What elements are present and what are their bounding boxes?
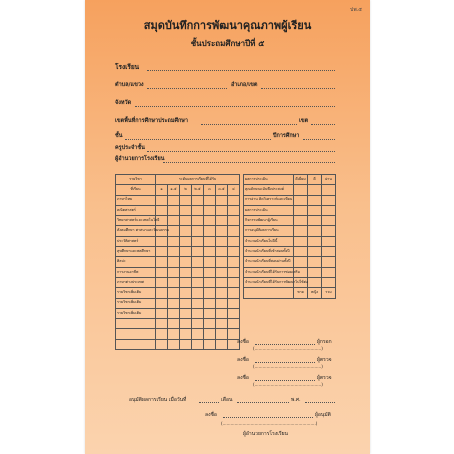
- summary-cell: [294, 226, 308, 236]
- grade-cell: [204, 226, 216, 236]
- grade-head: ๑: [156, 185, 168, 195]
- grade-cell: [228, 236, 240, 246]
- table-row: [116, 216, 240, 226]
- grade-cell: [180, 267, 192, 277]
- grade-cell: [216, 257, 228, 267]
- area-line: [201, 124, 297, 125]
- summary-cell: [308, 205, 322, 215]
- grade-cell: [228, 247, 240, 257]
- grade-cell: [216, 267, 228, 277]
- province-line: [135, 106, 335, 107]
- grade-cell: [228, 226, 240, 236]
- excellent-header: ดีเยี่ยม: [294, 175, 308, 185]
- summary-row: [244, 236, 336, 246]
- grade-cell: [204, 195, 216, 205]
- summary-cell: [308, 277, 322, 287]
- summary-cell: [308, 247, 322, 257]
- grade-cell: [156, 267, 168, 277]
- summary-cell: [322, 257, 336, 267]
- grade-cell: [156, 319, 168, 329]
- subject-cell: รายวิชาเพิ่มเติม: [116, 308, 156, 318]
- grade-cell: [168, 308, 180, 318]
- grade-cell: [216, 288, 228, 298]
- summary-cell: [308, 236, 322, 246]
- grade-cell: [192, 226, 204, 236]
- grade-cell: [192, 205, 204, 215]
- summary-row: [244, 226, 336, 236]
- summary-cell: [244, 288, 294, 298]
- grade-cell: [216, 216, 228, 226]
- document-subtitle: ชั้นประถมศึกษาปีที่ ๕: [190, 39, 265, 48]
- grade-cell: [156, 288, 168, 298]
- summary-label: การอ่าน คิดวิเคราะห์และเขียน: [244, 195, 294, 205]
- approval-month-line: [237, 402, 289, 403]
- summary-cell: [322, 195, 336, 205]
- count-header-col_female: หญิง: [308, 288, 322, 298]
- grade-cell: [192, 288, 204, 298]
- good-header: ดี: [308, 175, 322, 185]
- grade-cell: [156, 339, 168, 349]
- summary-cell: [308, 195, 322, 205]
- grade-cell: [204, 288, 216, 298]
- grade-cell: [216, 298, 228, 308]
- summary-label: ผลการประเมิน: [244, 205, 294, 215]
- grade-cell: [192, 267, 204, 277]
- grade-cell: [168, 319, 180, 329]
- approval-paren: (......................................................................): [221, 421, 318, 426]
- year-line: [303, 139, 335, 140]
- grade-cell: [168, 226, 180, 236]
- grade-cell: [228, 216, 240, 226]
- school-label: โรงเรียน: [115, 63, 140, 71]
- class-line: [125, 139, 271, 140]
- grade-cell: [116, 339, 156, 349]
- summary-label: จำนวนนักเรียนที่เข้าสอบทั้งปี: [244, 247, 294, 257]
- grade-cell: [180, 339, 192, 349]
- approval-sign: ลงชื่อ: [205, 412, 217, 418]
- summary-row: [244, 195, 336, 205]
- document-cover: [85, 0, 370, 454]
- table-row: [116, 257, 240, 267]
- grade-cell: [180, 247, 192, 257]
- subject-header-2: ที่เรียน: [116, 185, 156, 195]
- summary-cell: [308, 185, 322, 195]
- grade-cell: [180, 205, 192, 215]
- sign-role: ผู้ตรวจ: [317, 375, 332, 381]
- grade-cell: [204, 329, 216, 339]
- table-row: [116, 329, 240, 339]
- document-title: สมุดบันทึกการพัฒนาคุณภาพผู้เรียน: [143, 19, 312, 32]
- count-header-col_total: รวม: [322, 288, 336, 298]
- grade-cell: [168, 205, 180, 215]
- grade-cell: [168, 288, 180, 298]
- grade-cell: [180, 195, 192, 205]
- director-label: ผู้อำนวยการโรงเรียน: [115, 156, 165, 162]
- grade-cell: [192, 339, 204, 349]
- sign-paren-3: (..................................................): [253, 382, 323, 387]
- summary-table: [243, 174, 336, 299]
- grade-cell: [180, 236, 192, 246]
- approval-text: อนุมัติผลการเรียน เมื่อวันที่: [129, 397, 187, 403]
- approval-title: ผู้อำนวยการโรงเรียน: [243, 431, 288, 437]
- summary-label: จำนวนนักเรียนในปีนี้: [244, 236, 294, 246]
- grade-cell: [180, 216, 192, 226]
- grade-cell: [168, 216, 180, 226]
- grade-cell: [204, 298, 216, 308]
- approval-day-line: [199, 402, 219, 403]
- grade-head: ๑.๕: [168, 185, 180, 195]
- grade-cell: [204, 236, 216, 246]
- table-row: [116, 277, 240, 287]
- summary-cell: [322, 185, 336, 195]
- grade-cell: [228, 195, 240, 205]
- advisor-line: [147, 151, 335, 152]
- grade-cell: [204, 277, 216, 287]
- summary-row: [244, 247, 336, 257]
- sign-line-3: [255, 380, 315, 381]
- sign-paren-1: (..................................................): [253, 346, 323, 351]
- area-no-label: เขต: [299, 118, 309, 124]
- grade-cell: [156, 298, 168, 308]
- grade-cell: [192, 298, 204, 308]
- summary-cell: [308, 267, 322, 277]
- class-label: ชั้น: [115, 133, 123, 139]
- grade-cell: [168, 267, 180, 277]
- subject-cell: สังคมศึกษา ศาสนาและวัฒนธรรม: [116, 226, 156, 236]
- grade-cell: [204, 339, 216, 349]
- subject-cell: รายวิชาเพิ่มเติม: [116, 288, 156, 298]
- province-label: จังหวัด: [115, 100, 132, 106]
- sign-role: ผู้กรอก: [317, 339, 332, 345]
- table-row: [116, 205, 240, 215]
- grade-cell: [168, 277, 180, 287]
- grade-cell: [216, 277, 228, 287]
- sign-role: ผู้ตรวจ: [317, 357, 332, 363]
- summary-label: จำนวนนักเรียนที่ได้รับการซ่อมเสริม: [244, 267, 294, 277]
- summary-cell: [294, 195, 308, 205]
- approval-year-line: [305, 402, 335, 403]
- summary-cell: [294, 236, 308, 246]
- table-row: [116, 195, 240, 205]
- summary-row: [244, 205, 336, 215]
- summary-row: [244, 277, 336, 287]
- pass-header: ผ่าน: [322, 175, 336, 185]
- grade-cell: [180, 257, 192, 267]
- summary-label: การอนุมัติผลการเรียน: [244, 226, 294, 236]
- table-row: [116, 308, 240, 318]
- grade-cell: [180, 329, 192, 339]
- grade-cell: [216, 319, 228, 329]
- sign-prefix: ลงชื่อ: [237, 375, 249, 381]
- summary-row: [244, 216, 336, 226]
- summary-cell: [294, 185, 308, 195]
- district-line: [261, 88, 335, 89]
- subdistrict-line: [147, 88, 227, 89]
- grade-cell: [192, 277, 204, 287]
- grade-cell: [168, 329, 180, 339]
- grade-cell: [180, 277, 192, 287]
- summary-label: จำนวนนักเรียนที่ได้รับการพัฒนาไปใช้ต่อ: [244, 277, 294, 287]
- table-row: [116, 339, 240, 349]
- grade-cell: [168, 339, 180, 349]
- grade-cell: [216, 329, 228, 339]
- grade-head: ๓: [204, 185, 216, 195]
- subject-cell: การงานอาชีพ: [116, 267, 156, 277]
- grade-cell: [228, 319, 240, 329]
- grade-cell: [156, 247, 168, 257]
- summary-row: [244, 288, 336, 298]
- table-row: [116, 319, 240, 329]
- summary-cell: [322, 205, 336, 215]
- subject-cell: ประวัติศาสตร์: [116, 236, 156, 246]
- grade-cell: [156, 195, 168, 205]
- table-row: [116, 247, 240, 257]
- grade-cell: [204, 257, 216, 267]
- grade-cell: [192, 308, 204, 318]
- grade-cell: [168, 195, 180, 205]
- area-label: เขตพื้นที่การศึกษาประถมศึกษา: [115, 118, 189, 124]
- summary-cell: [322, 277, 336, 287]
- grade-cell: [180, 288, 192, 298]
- grade-cell: [180, 308, 192, 318]
- subject-cell: ภาษาต่างประเทศ: [116, 277, 156, 287]
- sign-prefix: ลงชื่อ: [237, 357, 249, 363]
- grade-cell: [204, 216, 216, 226]
- grade-cell: [216, 226, 228, 236]
- approval-year: พ.ศ.: [291, 397, 301, 403]
- grade-cell: [156, 308, 168, 318]
- grade-cell: [192, 195, 204, 205]
- school-line: [147, 70, 335, 71]
- grade-cell: [228, 257, 240, 267]
- grade-head: ๓.๕: [216, 185, 228, 195]
- grade-cell: [228, 288, 240, 298]
- grade-cell: [156, 257, 168, 267]
- grade-cell: [180, 226, 192, 236]
- grade-head: ๒: [180, 185, 192, 195]
- summary-cell: [294, 247, 308, 257]
- grade-cell: [204, 319, 216, 329]
- table-row: [116, 267, 240, 277]
- form-code: ปพ.๕: [350, 7, 362, 13]
- grade-cell: [216, 247, 228, 257]
- grade-cell: [192, 236, 204, 246]
- grade-cell: [116, 329, 156, 339]
- approval-role: ผู้อนุมัติ: [315, 412, 331, 418]
- sign-line-1: [255, 344, 315, 345]
- table-row: [116, 226, 240, 236]
- grade-cell: [204, 267, 216, 277]
- grade-cell: [180, 298, 192, 308]
- grade-cell: [216, 308, 228, 318]
- count-header-col_male: ชาย: [294, 288, 308, 298]
- summary-cell: [322, 236, 336, 246]
- grade-cell: [216, 195, 228, 205]
- grade-cell: [156, 277, 168, 287]
- grade-cell: [216, 236, 228, 246]
- district-label: อำเภอ/เขต: [231, 82, 258, 88]
- subject-cell: วิทยาศาสตร์และเทคโนโลยี: [116, 216, 156, 226]
- sign-prefix: ลงชื่อ: [237, 339, 249, 345]
- subject-cell: ศิลปะ: [116, 257, 156, 267]
- area-no-line: [311, 124, 335, 125]
- summary-label: คุณลักษณะอันพึงประสงค์: [244, 185, 294, 195]
- summary-row: [244, 185, 336, 195]
- summary-cell: [322, 247, 336, 257]
- grade-cell: [168, 298, 180, 308]
- grade-cell: [204, 308, 216, 318]
- quality-header: ผลการประเมิน: [244, 175, 294, 185]
- grade-table: [115, 174, 240, 350]
- grade-cell: [228, 267, 240, 277]
- subject-header: รายวิชา: [116, 175, 156, 185]
- grade-cell: [216, 339, 228, 349]
- table-row: [116, 236, 240, 246]
- summary-cell: [294, 257, 308, 267]
- grade-cell: [216, 205, 228, 215]
- summary-cell: [308, 216, 322, 226]
- grade-cell: [180, 319, 192, 329]
- grade-cell: [192, 257, 204, 267]
- grade-cell: [228, 308, 240, 318]
- grade-cell: [204, 247, 216, 257]
- grade-cell: [192, 319, 204, 329]
- grade-cell: [192, 329, 204, 339]
- summary-cell: [322, 226, 336, 236]
- grade-cell: [156, 329, 168, 339]
- subject-cell: รายวิชาเพิ่มเติม: [116, 298, 156, 308]
- summary-row: [244, 257, 336, 267]
- year-label: ปีการศึกษา: [273, 133, 300, 139]
- grade-cell: [168, 247, 180, 257]
- summary-cell: [322, 216, 336, 226]
- grade-cell: [228, 205, 240, 215]
- summary-cell: [294, 205, 308, 215]
- summary-cell: [294, 216, 308, 226]
- subject-cell: สุขศึกษาและพลศึกษา: [116, 247, 156, 257]
- grade-cell: [168, 236, 180, 246]
- grade-cell: [156, 205, 168, 215]
- sign-paren-2: (..................................................): [253, 364, 323, 369]
- level-header: ระดับผลการเรียนที่ได้รับ: [156, 175, 240, 185]
- summary-label: กิจกรรมพัฒนาผู้เรียน: [244, 216, 294, 226]
- approval-month: เดือน: [221, 397, 233, 403]
- summary-row: [244, 267, 336, 277]
- summary-cell: [308, 226, 322, 236]
- advisor-label: ครูประจำชั้น: [115, 145, 145, 151]
- grade-head: ๔: [228, 185, 240, 195]
- grade-cell: [116, 319, 156, 329]
- grade-cell: [204, 205, 216, 215]
- subject-cell: ภาษาไทย: [116, 195, 156, 205]
- summary-cell: [322, 267, 336, 277]
- grade-cell: [228, 277, 240, 287]
- sign-line-2: [255, 362, 315, 363]
- grade-head: ๒.๕: [192, 185, 204, 195]
- subject-cell: คณิตศาสตร์: [116, 205, 156, 215]
- grade-cell: [228, 298, 240, 308]
- grade-cell: [168, 257, 180, 267]
- grade-cell: [192, 216, 204, 226]
- director-line: [163, 162, 335, 163]
- subdistrict-label: ตำบล/แขวง: [115, 82, 144, 88]
- grade-cell: [192, 247, 204, 257]
- table-row: [116, 298, 240, 308]
- approval-sign-line: [223, 417, 313, 418]
- table-row: [116, 288, 240, 298]
- summary-label: จำนวนนักเรียนที่สอบผ่านทั้งปี: [244, 257, 294, 267]
- grade-cell: [156, 236, 168, 246]
- summary-cell: [308, 257, 322, 267]
